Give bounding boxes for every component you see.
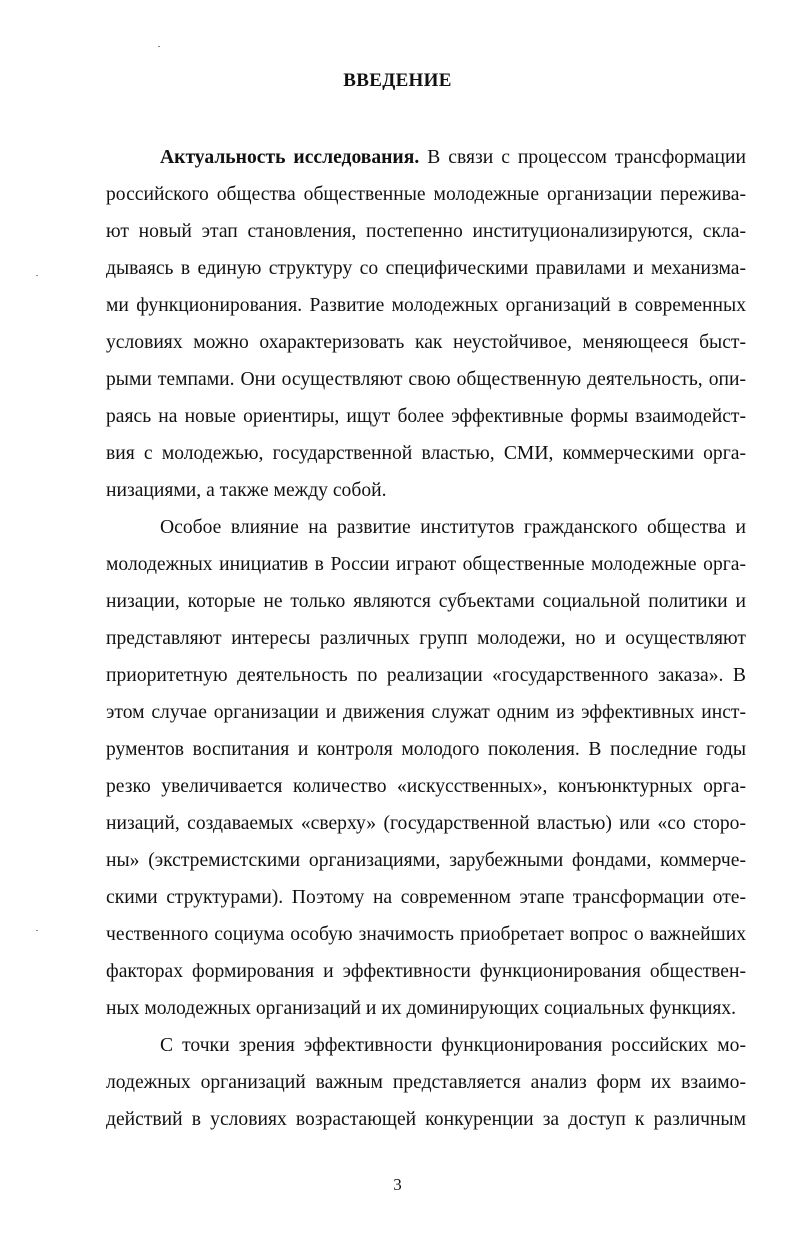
scan-speck bbox=[36, 275, 38, 276]
lead-phrase: Актуальность исследования. bbox=[160, 147, 420, 168]
text-line: низациями, а также между собой. bbox=[106, 480, 387, 501]
text-line: дываясь в единую структуру со специфическими правилами и механизма- bbox=[106, 258, 746, 279]
section-heading: ВВЕДЕНИЕ bbox=[343, 70, 452, 91]
text-line: российского общества общественные молодежные организации пережива- bbox=[106, 184, 746, 205]
text-line: действий в условиях возрастающей конкуренции за доступ к различным bbox=[106, 1109, 746, 1130]
text-line: приоритетную деятельность по реализации «государственного заказа». В bbox=[106, 665, 746, 686]
text-line: чественного социума особую значимость приобретает вопрос о важнейших bbox=[106, 924, 746, 945]
text-line: вия с молодежью, государственной властью, СМИ, коммерческими орга- bbox=[106, 443, 746, 464]
text-line: факторах формирования и эффективности функционирования обществен- bbox=[106, 961, 746, 982]
text-line: ми функционирования. Развитие молодежных организаций в современных bbox=[106, 295, 746, 316]
scan-speck bbox=[36, 930, 38, 931]
text-line bbox=[160, 146, 746, 170]
text-line: рументов воспитания и контроля молодого поколения. В последние годы bbox=[106, 739, 746, 760]
text-line: ны» (экстремистскими организациями, зарубежными фондами, коммерче- bbox=[106, 850, 746, 871]
text-line: представляют интересы различных групп молодежи, но и осуществляют bbox=[106, 628, 746, 649]
text-line: скими структурами). Поэтому на современном этапе трансформации оте- bbox=[106, 887, 746, 908]
text-line: ных молодежных организаций и их доминирующих социальных функциях. bbox=[106, 998, 737, 1019]
text-line: рыми темпами. Они осуществляют свою общественную деятельность, опи- bbox=[106, 369, 746, 390]
text-line: Особое влияние на развитие институтов гражданского общества и bbox=[160, 517, 746, 538]
text-line: С точки зрения эффективности функционирования российских мо- bbox=[160, 1035, 746, 1056]
text-line: молодежных инициатив в России играют общественные молодежные орга- bbox=[106, 554, 746, 575]
text-line: условиях можно охарактеризовать как неустойчивое, меняющееся быст- bbox=[106, 332, 746, 353]
text-line: низации, которые не только являются субъектами социальной политики и bbox=[106, 591, 746, 612]
scan-speck bbox=[158, 46, 160, 47]
page-number: 3 bbox=[393, 1175, 402, 1194]
text-line: низаций, создаваемых «сверху» (государственной властью) или «со сторо- bbox=[106, 813, 746, 834]
text-line: этом случае организации и движения служат одним из эффективных инст- bbox=[106, 702, 746, 723]
text-line: лодежных организаций важным представляется анализ форм их взаимо- bbox=[106, 1072, 746, 1093]
text-line: ют новый этап становления, постепенно институционализируются, скла- bbox=[106, 221, 746, 242]
line-text: В связи с процессом трансформации bbox=[419, 147, 747, 168]
text-line: раясь на новые ориентиры, ищут более эффективные формы взаимодейст- bbox=[106, 406, 746, 427]
text-line: резко увеличивается количество «искусственных», конъюнктурных орга- bbox=[106, 776, 746, 797]
